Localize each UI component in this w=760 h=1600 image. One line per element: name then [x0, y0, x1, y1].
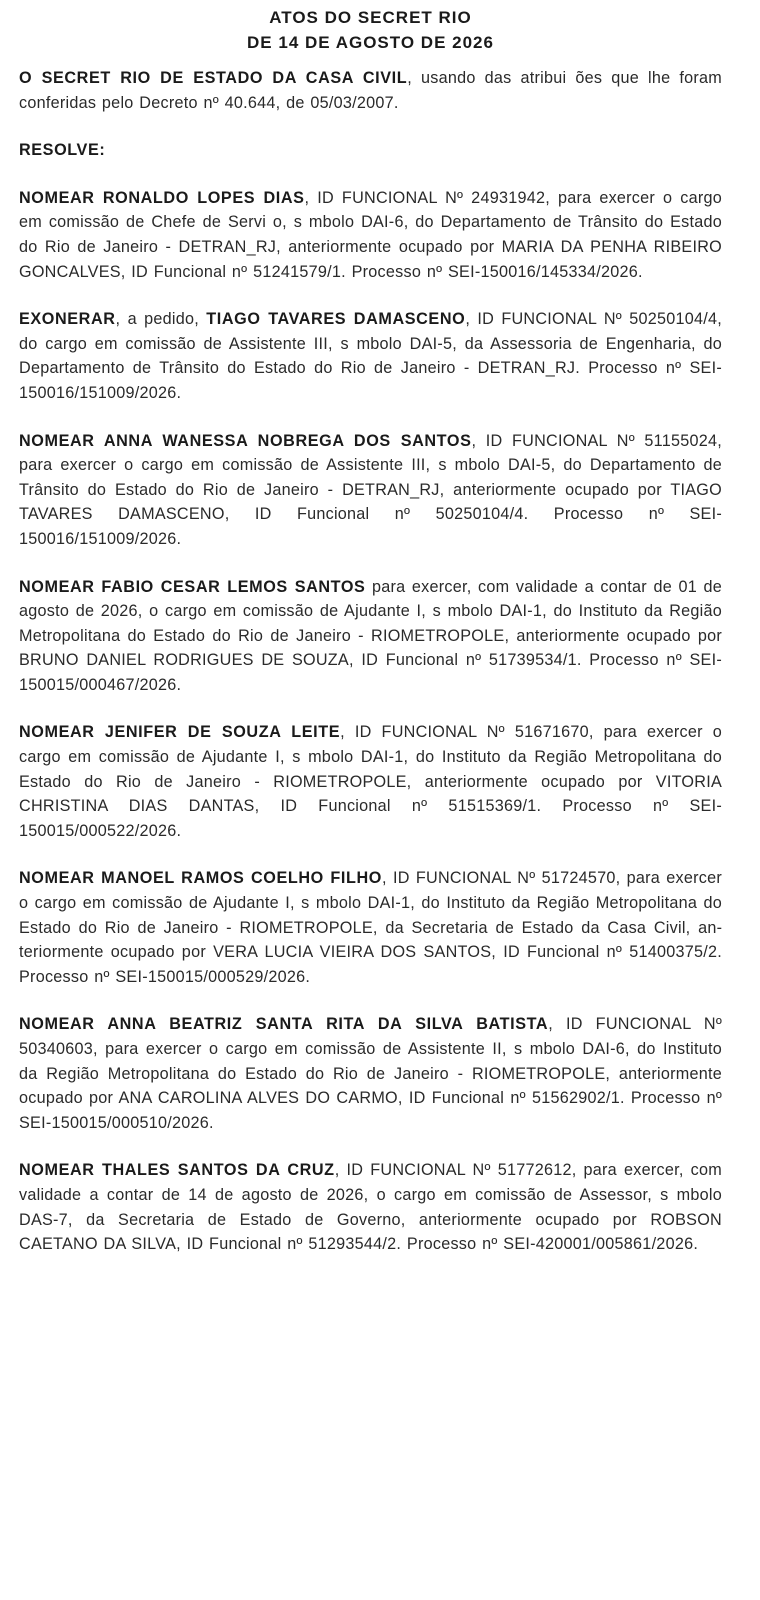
act-lead: NOMEAR ANNA WANESSA NOBREGA DOS SANTOS: [19, 431, 472, 450]
act-paragraph: [19, 575, 722, 698]
act-lead: NOMEAR MANOEL RAMOS COELHO FILHO: [19, 869, 382, 888]
act-lead: NOMEAR JENIFER DE SOUZA LEITE: [19, 723, 341, 742]
intro-text: , usando das atribui ões que lhe foram conferidas pelo Decreto nº 40.644, de 05/03/2007.: [19, 69, 722, 112]
act-lead: NOMEAR ANNA BEATRIZ SANTA RITA DA SILVA BATISTA: [19, 1015, 549, 1034]
title-line-2: DE 14 DE AGOSTO DE 2026: [247, 32, 494, 52]
resolve-label: RESOLVE:: [19, 141, 106, 160]
act-text: , ID FUNCIONAL Nº 24931942, para exercer o cargo em comissão de Chefe de Servi o, s mbolo DAI-6, do Departamento de Trânsito do Estado do Rio de Janeiro - DETRAN_RJ, anteriormente ocupado por MARIA DA PENHA RIBEIRO GONCALVES, ID Funcional nº 51241579/1. Processo nº SEI-150016/145334/2026.: [19, 188, 723, 281]
document-title: [19, 6, 722, 55]
act-text: , a pedido,: [115, 310, 207, 329]
act-lead: NOMEAR RONALDO LOPES DIAS: [19, 188, 305, 207]
act-paragraph: [19, 866, 722, 989]
act-lead: NOMEAR THALES SANTOS DA CRUZ: [19, 1161, 335, 1180]
act-text: , ID FUNCIONAL Nº 51772612, para exercer, com validade a contar de 14 de agosto de 2026, o cargo em comissão de Assessor, s mbolo DAS-7, da Secretaria de Estado de Governo, anteriormente ocupado por ROBSON CAETANO DA SILVA, ID Funcional nº 51293544/2. Processo nº SEI-420001/005861/2026.: [19, 1161, 722, 1254]
act-lead: NOMEAR FABIO CESAR LEMOS SANTOS: [19, 577, 366, 596]
act-paragraph: [19, 1012, 722, 1135]
act-text-secondary: , ID FUNCIONAL Nº 50250104/4, do cargo em comissão de Assistente III, s mbolo DAI-5, da Assessoria de Engenharia, do Departamento de Trânsito do Estado do Rio de Janeiro - DETRAN_RJ. Processo nº SEI-150016/151009/2026.: [19, 310, 722, 402]
act-lead: EXONERAR: [19, 310, 116, 329]
act-text: , ID FUNCIONAL Nº 51724570, para exercer o cargo em comissão de Ajudante I, s mbolo DAI-1, do Instituto da Região Metropolitana do Estado do Rio de Janeiro - RIOMETROPOLE, da Secretaria de Estado da Casa Civil, anteriormente ocupado por VERA LUCIA VIEIRA DOS SANTOS, ID Funcional nº 51400375/2. Processo nº SEI-150015/000529/2026.: [19, 869, 722, 986]
act-text: , ID FUNCIONAL Nº 50340603, para exercer o cargo em comissão de Assistente II, s mbolo DAI-6, do Instituto da Região Metropolitana do Estado do Rio de Janeiro - RIOMETROPOLE, anteriormente ocupado por ANA CAROLINA ALVES DO CARMO, ID Funcional nº 51562902/1. Processo nº SEI-150015/000510/2026.: [19, 1015, 722, 1132]
act-paragraph: [19, 307, 722, 405]
intro-paragraph: [19, 66, 722, 115]
act-paragraph: [19, 720, 722, 843]
act-paragraph: [19, 1158, 722, 1256]
title-line-1: ATOS DO SECRET RIO: [269, 8, 472, 27]
act-text: para exercer, com validade a contar de 01 de agosto de 2026, o cargo em comissão de Ajudante I, s mbolo DAI-1, do Instituto da Região Metropolitana do Estado do Rio de Janeiro - RIOMETROPOLE, anteriormente ocupado por BRUNO DANIEL RODRIGUES DE SOUZA, ID Funcional nº 51739534/1. Processo nº SEI-150015/000467/2026.: [19, 577, 722, 694]
act-text: , ID FUNCIONAL Nº 51155024, para exercer o cargo em comissão de Assistente III, s mbolo DAI-5, do Departamento de Trânsito do Estado do Rio de Janeiro - DETRAN_RJ, anteriormente ocupado por TIAGO TAVARES DAMASCENO, ID Funcional nº 50250104/4. Processo nº SEI-150016/151009/2026.: [19, 431, 722, 548]
act-paragraph: [19, 186, 722, 284]
act-lead-secondary: TIAGO TAVARES DAMASCENO: [206, 310, 466, 329]
act-text: , ID FUNCIONAL Nº 51671670, para exercer o cargo em comissão de Ajudante I, s mbolo DAI-1, do Instituto da Região Metropolitana do Estado do Rio de Janeiro - RIOMETROPOLE, anteriormente ocupado por VITORIA CHRISTINA DIAS DANTAS, ID Funcional nº 51515369/1. Processo nº SEI-150015/000522/2026.: [19, 723, 722, 840]
act-paragraph: [19, 429, 722, 552]
intro-lead: O SECRET RIO DE ESTADO DA CASA CIVIL: [19, 69, 408, 87]
